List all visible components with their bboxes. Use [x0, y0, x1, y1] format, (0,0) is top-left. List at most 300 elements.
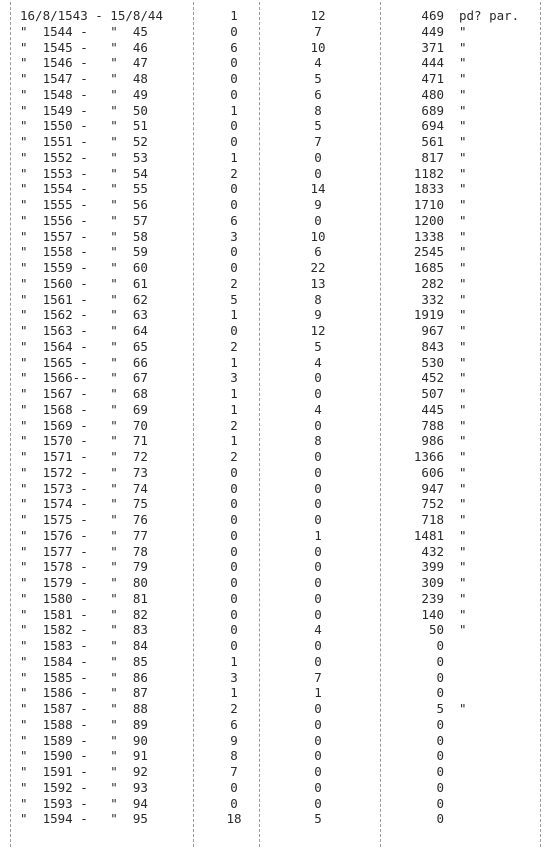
note-cell: " — [459, 260, 467, 275]
note-cell: " — [459, 181, 467, 197]
period-cell: " 1560 - " 61 — [20, 275, 148, 291]
note-cell: " — [459, 228, 467, 244]
note-cell: " — [459, 386, 467, 401]
col-a-cell: 0 — [230, 779, 238, 795]
period-cell: " 1581 - " 82 — [20, 606, 148, 622]
col-a-cell: 1 — [230, 354, 238, 370]
period-cell: " 1568 - " 69 — [20, 401, 148, 417]
col-a-cell: 0 — [230, 323, 238, 338]
period-cell: " 1571 - " 72 — [20, 449, 148, 464]
col-b-cell: 10 — [310, 228, 326, 244]
col-a-cell: 6 — [230, 39, 238, 55]
table-row — [0, 24, 551, 39]
table-row — [0, 764, 551, 779]
period-cell: " 1557 - " 58 — [20, 228, 148, 244]
col-a-cell: 0 — [230, 118, 238, 134]
col-a-cell: 0 — [230, 55, 238, 71]
col-a-cell: 0 — [230, 795, 238, 811]
note-cell: " — [459, 323, 467, 338]
col-a-cell: 1 — [230, 307, 238, 323]
table-row — [0, 197, 551, 212]
period-cell: " 1591 - " 92 — [20, 764, 148, 779]
note-cell: " — [459, 464, 467, 480]
period-cell: " 1545 - " 46 — [20, 39, 148, 55]
amount-cell: 5 — [436, 701, 444, 716]
col-a-cell: 6 — [230, 716, 238, 732]
col-a-cell: 1 — [230, 433, 238, 449]
col-a-cell: 0 — [230, 71, 238, 86]
period-cell: " 1578 - " 79 — [20, 559, 148, 575]
table-row — [0, 370, 551, 385]
table-row — [0, 733, 551, 748]
period-cell: " 1587 - " 88 — [20, 701, 148, 716]
period-cell: 16/8/1543 - 15/8/44 — [20, 8, 163, 23]
period-cell: " 1556 - " 57 — [20, 212, 148, 228]
period-cell: " 1548 - " 49 — [20, 86, 148, 102]
note-cell: " — [459, 86, 467, 102]
col-a-cell: 0 — [230, 575, 238, 590]
period-cell: " 1553 - " 54 — [20, 165, 148, 181]
col-a-cell: 2 — [230, 449, 238, 464]
note-cell: " — [459, 575, 467, 590]
note-cell: " — [459, 622, 467, 638]
col-a-cell: 0 — [230, 606, 238, 622]
table-row — [0, 654, 551, 669]
note-cell: " — [459, 559, 467, 575]
col-b-cell: 4 — [314, 354, 322, 370]
amount-cell: 332 — [421, 291, 444, 307]
col-b-cell: 0 — [314, 417, 322, 433]
table-row — [0, 292, 551, 307]
note-cell: " — [459, 527, 467, 543]
period-cell: " 1564 - " 65 — [20, 338, 148, 354]
table-row — [0, 260, 551, 275]
note-cell: " — [459, 275, 467, 291]
col-b-cell: 8 — [314, 433, 322, 449]
period-cell: " 1549 - " 50 — [20, 102, 148, 118]
note-cell: " — [459, 496, 467, 512]
note-cell: " — [459, 102, 467, 118]
table-row — [0, 323, 551, 338]
note-cell: " — [459, 417, 467, 433]
amount-cell: 239 — [421, 590, 444, 606]
period-cell: " 1594 - " 95 — [20, 811, 148, 827]
col-b-cell: 0 — [314, 716, 322, 732]
col-b-cell: 0 — [314, 370, 322, 386]
period-cell: " 1552 - " 53 — [20, 149, 148, 165]
col-a-cell: 2 — [230, 165, 238, 181]
period-cell: " 1593 - " 94 — [20, 795, 148, 811]
period-cell: " 1555 - " 56 — [20, 197, 148, 212]
table-row — [0, 307, 551, 322]
col-b-cell: 6 — [314, 244, 322, 260]
col-b-cell: 0 — [314, 149, 322, 165]
period-cell: " 1544 - " 45 — [20, 23, 148, 39]
col-a-cell: 2 — [230, 338, 238, 354]
table-row — [0, 748, 551, 763]
table-row — [0, 118, 551, 133]
amount-cell: 0 — [436, 669, 444, 685]
note-cell: " — [459, 23, 467, 39]
period-cell: " 1567 - " 68 — [20, 386, 148, 401]
col-b-cell: 0 — [314, 748, 322, 764]
table-row — [0, 402, 551, 417]
note-cell: " — [459, 55, 467, 71]
col-a-cell: 1 — [230, 386, 238, 401]
amount-cell: 967 — [421, 323, 444, 338]
col-a-cell: 0 — [230, 527, 238, 543]
amount-cell: 530 — [421, 354, 444, 370]
col-b-cell: 8 — [314, 102, 322, 118]
period-cell: " 1583 - " 84 — [20, 638, 148, 653]
amount-cell: 1366 — [413, 449, 444, 464]
amount-cell: 399 — [421, 559, 444, 575]
period-cell: " 1586 - " 87 — [20, 685, 148, 701]
table-row — [0, 717, 551, 732]
period-cell: " 1573 - " 74 — [20, 480, 148, 496]
col-b-cell: 0 — [314, 606, 322, 622]
table-row — [0, 181, 551, 196]
note-cell: " — [459, 480, 467, 496]
table-row — [0, 591, 551, 606]
table-row — [0, 418, 551, 433]
note-cell: " — [459, 370, 467, 386]
col-b-cell: 5 — [314, 338, 322, 354]
table-row — [0, 544, 551, 559]
col-b-cell: 1 — [314, 685, 322, 701]
period-cell: " 1565 - " 66 — [20, 354, 148, 370]
amount-cell: 1481 — [413, 527, 444, 543]
table-row — [0, 575, 551, 590]
col-b-cell: 12 — [310, 8, 326, 23]
amount-cell: 469 — [421, 8, 444, 23]
table-row — [0, 512, 551, 527]
table-row — [0, 339, 551, 354]
amount-cell: 1833 — [413, 181, 444, 197]
col-a-cell: 2 — [230, 701, 238, 716]
period-cell: " 1559 - " 60 — [20, 260, 148, 275]
period-cell: " 1582 - " 83 — [20, 622, 148, 638]
amount-cell: 0 — [436, 638, 444, 653]
col-b-cell: 9 — [314, 197, 322, 212]
period-cell: " 1570 - " 71 — [20, 433, 148, 449]
col-b-cell: 0 — [314, 480, 322, 496]
amount-cell: 0 — [436, 795, 444, 811]
table-row — [0, 638, 551, 653]
period-cell: " 1585 - " 86 — [20, 669, 148, 685]
col-a-cell: 1 — [230, 102, 238, 118]
amount-cell: 843 — [421, 338, 444, 354]
col-b-cell: 14 — [310, 181, 326, 197]
table-row — [0, 134, 551, 149]
col-a-cell: 0 — [230, 496, 238, 512]
table-row — [0, 701, 551, 716]
col-a-cell: 3 — [230, 228, 238, 244]
table-row — [0, 355, 551, 370]
period-cell: " 1566-- " 67 — [20, 370, 148, 386]
period-cell: " 1569 - " 70 — [20, 417, 148, 433]
col-b-cell: 6 — [314, 86, 322, 102]
amount-cell: 788 — [421, 417, 444, 433]
amount-cell: 480 — [421, 86, 444, 102]
col-a-cell: 5 — [230, 291, 238, 307]
amount-cell: 0 — [436, 764, 444, 779]
period-cell: " 1580 - " 81 — [20, 590, 148, 606]
amount-cell: 371 — [421, 39, 444, 55]
col-b-cell: 0 — [314, 575, 322, 590]
table-row — [0, 87, 551, 102]
amount-cell: 1685 — [413, 260, 444, 275]
col-b-cell: 1 — [314, 527, 322, 543]
col-b-cell: 12 — [310, 323, 326, 338]
amount-cell: 282 — [421, 275, 444, 291]
table-row — [0, 71, 551, 86]
period-cell: " 1572 - " 73 — [20, 464, 148, 480]
table-row — [0, 481, 551, 496]
table-row — [0, 8, 551, 23]
amount-cell: 449 — [421, 23, 444, 39]
amount-cell: 718 — [421, 512, 444, 527]
amount-cell: 947 — [421, 480, 444, 496]
period-cell: " 1588 - " 89 — [20, 716, 148, 732]
col-b-cell: 0 — [314, 732, 322, 748]
col-b-cell: 0 — [314, 764, 322, 779]
note-cell: " — [459, 701, 467, 716]
amount-cell: 1338 — [413, 228, 444, 244]
col-b-cell: 0 — [314, 779, 322, 795]
amount-cell: 0 — [436, 811, 444, 827]
note-cell: " — [459, 291, 467, 307]
col-b-cell: 0 — [314, 653, 322, 669]
period-cell: " 1563 - " 64 — [20, 323, 148, 338]
period-cell: " 1574 - " 75 — [20, 496, 148, 512]
amount-cell: 50 — [428, 622, 444, 638]
note-cell: " — [459, 39, 467, 55]
table-row — [0, 103, 551, 118]
amount-cell: 2545 — [413, 244, 444, 260]
col-b-cell: 0 — [314, 701, 322, 716]
period-cell: " 1592 - " 93 — [20, 779, 148, 795]
col-b-cell: 0 — [314, 386, 322, 401]
note-cell: " — [459, 165, 467, 181]
col-a-cell: 18 — [226, 811, 242, 827]
col-a-cell: 0 — [230, 464, 238, 480]
note-cell: " — [459, 449, 467, 464]
period-cell: " 1575 - " 76 — [20, 512, 148, 527]
col-b-cell: 9 — [314, 307, 322, 323]
amount-cell: 1919 — [413, 307, 444, 323]
table-row — [0, 433, 551, 448]
col-b-cell: 5 — [314, 811, 322, 827]
table-row — [0, 40, 551, 55]
table-row — [0, 670, 551, 685]
amount-cell: 1710 — [413, 197, 444, 212]
table-row — [0, 213, 551, 228]
table-row — [0, 386, 551, 401]
col-a-cell: 3 — [230, 669, 238, 685]
period-cell: " 1547 - " 48 — [20, 71, 148, 86]
amount-cell: 1182 — [413, 165, 444, 181]
col-b-cell: 0 — [314, 496, 322, 512]
col-a-cell: 2 — [230, 417, 238, 433]
amount-cell: 986 — [421, 433, 444, 449]
col-a-cell: 0 — [230, 197, 238, 212]
col-b-cell: 7 — [314, 134, 322, 149]
col-a-cell: 0 — [230, 512, 238, 527]
note-cell: " — [459, 606, 467, 622]
amount-cell: 561 — [421, 134, 444, 149]
note-cell: " — [459, 197, 467, 212]
amount-cell: 1200 — [413, 212, 444, 228]
note-cell: " — [459, 338, 467, 354]
col-a-cell: 0 — [230, 480, 238, 496]
note-cell: pd? par. — [459, 8, 520, 23]
col-b-cell: 0 — [314, 638, 322, 653]
amount-cell: 309 — [421, 575, 444, 590]
table-row — [0, 449, 551, 464]
period-cell: " 1558 - " 59 — [20, 244, 148, 260]
col-a-cell: 0 — [230, 86, 238, 102]
period-cell: " 1589 - " 90 — [20, 732, 148, 748]
period-cell: " 1584 - " 85 — [20, 653, 148, 669]
period-cell: " 1576 - " 77 — [20, 527, 148, 543]
note-cell: " — [459, 212, 467, 228]
col-a-cell: 1 — [230, 401, 238, 417]
period-cell: " 1577 - " 78 — [20, 543, 148, 559]
note-cell: " — [459, 244, 467, 260]
table-row — [0, 244, 551, 259]
col-a-cell: 9 — [230, 732, 238, 748]
table-row — [0, 622, 551, 637]
note-cell: " — [459, 71, 467, 86]
table-row — [0, 528, 551, 543]
col-b-cell: 0 — [314, 449, 322, 464]
table-row — [0, 685, 551, 700]
table-row — [0, 796, 551, 811]
col-b-cell: 4 — [314, 401, 322, 417]
period-cell: " 1590 - " 91 — [20, 748, 148, 764]
amount-cell: 432 — [421, 543, 444, 559]
col-a-cell: 0 — [230, 23, 238, 39]
table-row — [0, 229, 551, 244]
col-a-cell: 6 — [230, 212, 238, 228]
col-a-cell: 0 — [230, 559, 238, 575]
col-a-cell: 0 — [230, 622, 238, 638]
col-a-cell: 1 — [230, 685, 238, 701]
table-row — [0, 559, 551, 574]
col-b-cell: 8 — [314, 291, 322, 307]
amount-cell: 0 — [436, 653, 444, 669]
col-b-cell: 4 — [314, 622, 322, 638]
col-a-cell: 3 — [230, 370, 238, 386]
col-b-cell: 0 — [314, 559, 322, 575]
note-cell: " — [459, 433, 467, 449]
note-cell: " — [459, 149, 467, 165]
table-row — [0, 811, 551, 826]
col-b-cell: 0 — [314, 590, 322, 606]
amount-cell: 0 — [436, 732, 444, 748]
col-b-cell: 0 — [314, 464, 322, 480]
amount-cell: 752 — [421, 496, 444, 512]
period-cell: " 1551 - " 52 — [20, 134, 148, 149]
amount-cell: 606 — [421, 464, 444, 480]
note-cell: " — [459, 543, 467, 559]
table-row — [0, 276, 551, 291]
col-a-cell: 0 — [230, 244, 238, 260]
col-a-cell: 0 — [230, 181, 238, 197]
amount-cell: 0 — [436, 685, 444, 701]
amount-cell: 471 — [421, 71, 444, 86]
table-row — [0, 607, 551, 622]
col-b-cell: 7 — [314, 23, 322, 39]
note-cell: " — [459, 118, 467, 134]
period-cell: " 1579 - " 80 — [20, 575, 148, 590]
amount-cell: 507 — [421, 386, 444, 401]
amount-cell: 689 — [421, 102, 444, 118]
col-a-cell: 7 — [230, 764, 238, 779]
amount-cell: 452 — [421, 370, 444, 386]
note-cell: " — [459, 307, 467, 323]
col-b-cell: 0 — [314, 165, 322, 181]
period-cell: " 1546 - " 47 — [20, 55, 148, 71]
col-b-cell: 13 — [310, 275, 326, 291]
col-a-cell: 0 — [230, 134, 238, 149]
col-a-cell: 2 — [230, 275, 238, 291]
amount-cell: 0 — [436, 716, 444, 732]
period-cell: " 1562 - " 63 — [20, 307, 148, 323]
table-row — [0, 150, 551, 165]
col-a-cell: 0 — [230, 543, 238, 559]
note-cell: " — [459, 134, 467, 149]
col-a-cell: 0 — [230, 260, 238, 275]
amount-cell: 694 — [421, 118, 444, 134]
period-cell: " 1554 - " 55 — [20, 181, 148, 197]
period-cell: " 1550 - " 51 — [20, 118, 148, 134]
table-row — [0, 496, 551, 511]
col-b-cell: 0 — [314, 212, 322, 228]
col-b-cell: 10 — [310, 39, 326, 55]
amount-cell: 445 — [421, 401, 444, 417]
col-a-cell: 0 — [230, 638, 238, 653]
col-b-cell: 5 — [314, 118, 322, 134]
period-cell: " 1561 - " 62 — [20, 291, 148, 307]
col-a-cell: 8 — [230, 748, 238, 764]
note-cell: " — [459, 401, 467, 417]
table-row — [0, 780, 551, 795]
note-cell: " — [459, 512, 467, 527]
col-b-cell: 7 — [314, 669, 322, 685]
table-row — [0, 166, 551, 181]
table-row — [0, 55, 551, 70]
note-cell: " — [459, 354, 467, 370]
col-a-cell: 1 — [230, 653, 238, 669]
amount-cell: 140 — [421, 606, 444, 622]
amount-cell: 0 — [436, 748, 444, 764]
col-b-cell: 0 — [314, 795, 322, 811]
col-a-cell: 0 — [230, 590, 238, 606]
col-b-cell: 22 — [310, 260, 326, 275]
amount-cell: 0 — [436, 779, 444, 795]
amount-cell: 444 — [421, 55, 444, 71]
col-a-cell: 1 — [230, 8, 238, 23]
note-cell: " — [459, 590, 467, 606]
col-b-cell: 0 — [314, 543, 322, 559]
table-row — [0, 465, 551, 480]
amount-cell: 817 — [421, 149, 444, 165]
col-b-cell: 5 — [314, 71, 322, 86]
col-b-cell: 4 — [314, 55, 322, 71]
col-a-cell: 1 — [230, 149, 238, 165]
